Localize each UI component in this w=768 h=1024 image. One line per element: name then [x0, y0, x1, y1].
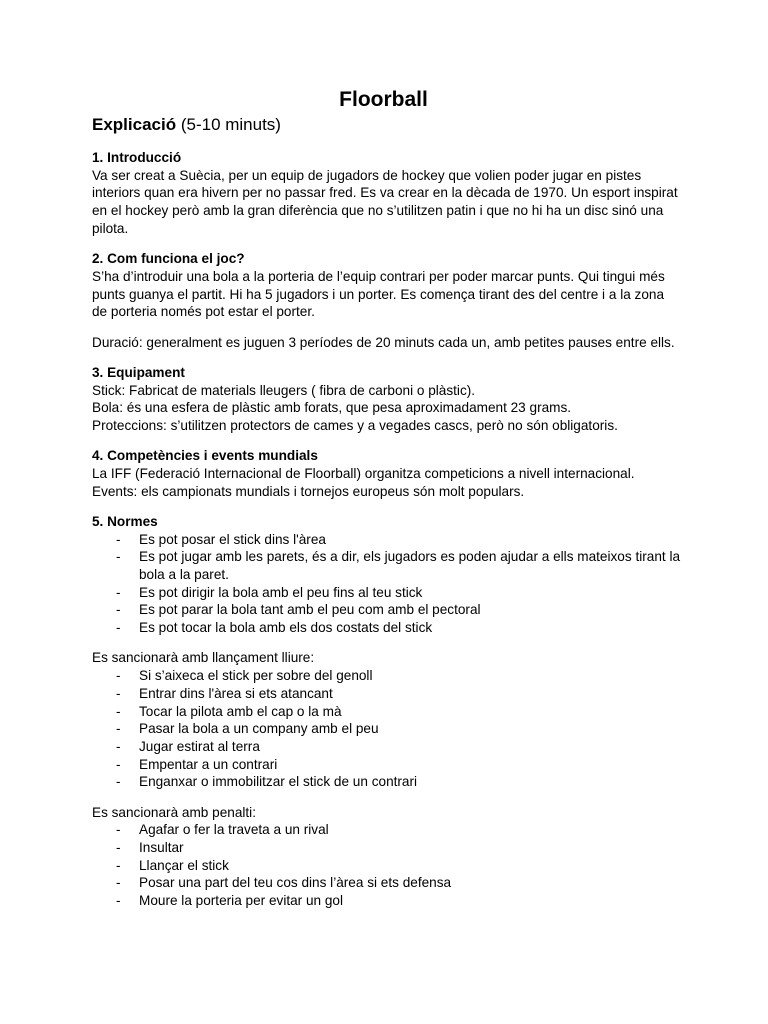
- list-item: [92, 821, 682, 839]
- section: [92, 334, 682, 352]
- dash-bullet-icon: -: [116, 840, 121, 856]
- list-item: [92, 738, 682, 756]
- dash-bullet-icon: -: [116, 721, 121, 737]
- dash-list: [92, 821, 682, 910]
- list-item-text: Es pot posar el stick dins l'àrea: [139, 531, 326, 547]
- list-item-text: Agafar o fer la traveta a un rival: [139, 822, 329, 838]
- page-subtitle: [92, 113, 281, 137]
- list-item: [92, 720, 682, 738]
- list-item: [92, 756, 682, 774]
- list-item: [92, 874, 682, 892]
- section-paragraph: Es sancionarà amb llançament lliure:: [92, 650, 315, 666]
- section-paragraph: Bola: és una esfera de plàstic amb forats, que pesa aproximadament 23 grams.: [92, 400, 572, 416]
- dash-list: [92, 667, 682, 791]
- dash-bullet-icon: -: [116, 584, 121, 600]
- list-item-text: Empentar a un contrari: [139, 756, 278, 772]
- list-item: [92, 601, 682, 619]
- dash-bullet-icon: -: [116, 822, 121, 838]
- section-paragraph: La IFF (Federació Internacional de Floorball) organitza competicions a nivell internacional.: [92, 465, 635, 481]
- list-item: [92, 667, 682, 685]
- dash-bullet-icon: -: [116, 857, 121, 873]
- list-item: [92, 892, 682, 910]
- document-body: [92, 149, 682, 922]
- list-item-text: Llançar el stick: [139, 857, 229, 873]
- section: [92, 649, 682, 791]
- dash-bullet-icon: -: [116, 620, 121, 636]
- list-item-text: Entrar dins l'àrea si ets atancant: [139, 685, 333, 701]
- section: [92, 447, 682, 500]
- section-paragraph: S’ha d’introduir una bola a la porteria de l’equip contrari per poder marcar punts. Qui tingui més punts guanya el partit. Hi ha 5 jugadors i un porter. Es comença tirant des del centre i a la zona de porteria només pot estar el porter.: [92, 268, 665, 320]
- list-item: [92, 839, 682, 857]
- dash-bullet-icon: -: [116, 774, 121, 790]
- section: [92, 513, 682, 637]
- section-heading: 5. Normes: [92, 513, 158, 529]
- dash-bullet-icon: -: [116, 602, 121, 618]
- list-item-text: Enganxar o immobilitzar el stick de un contrari: [139, 774, 418, 790]
- section-paragraph: Es sancionarà amb penalti:: [92, 804, 256, 820]
- section-paragraph: Va ser creat a Suècia, per un equip de jugadors de hockey que volien poder jugar en pistes interiors quan era hivern per no passar fred. Es va crear en la dècada de 1970. Un esport inspirat en el hockey però amb la gran diferència que no s’utilitzen patin i que no hi ha un disc sinó una pilota.: [92, 167, 678, 236]
- section-paragraph: Events: els campionats mundials i tornejos europeus són molt populars.: [92, 483, 525, 499]
- list-item-text: Jugar estirat al terra: [139, 738, 260, 754]
- page-title: Floorball: [339, 88, 428, 111]
- section-paragraph: Proteccions: s’utilitzen protectors de cames y a vegades cascs, però no són obligatoris.: [92, 417, 618, 433]
- list-item-text: Es pot dirigir la bola amb el peu fins al teu stick: [139, 584, 423, 600]
- dash-list: [92, 531, 682, 637]
- dash-bullet-icon: -: [116, 738, 121, 754]
- list-item-text: Insultar: [139, 840, 184, 856]
- dash-bullet-icon: -: [116, 703, 121, 719]
- dash-bullet-icon: -: [116, 685, 121, 701]
- dash-bullet-icon: -: [116, 531, 121, 547]
- subtitle-bold: Explicació: [92, 115, 177, 134]
- list-item-text: Es pot tocar la bola amb els dos costats del stick: [139, 620, 433, 636]
- section: [92, 804, 682, 910]
- list-item-text: Moure la porteria per evitar un gol: [139, 893, 344, 909]
- dash-bullet-icon: -: [116, 756, 121, 772]
- dash-bullet-icon: -: [116, 893, 121, 909]
- list-item: [92, 531, 682, 549]
- section: [92, 149, 682, 238]
- list-item-text: Es pot jugar amb les parets, és a dir, els jugadors es poden ajudar a ells mateixos tirant la bola a la paret.: [139, 549, 681, 583]
- list-item: [92, 703, 682, 721]
- section-heading: 2. Com funciona el joc?: [92, 251, 245, 267]
- list-item-text: Pasar la bola a un company amb el peu: [139, 721, 379, 737]
- list-item: [92, 548, 682, 583]
- section-paragraph: Stick: Fabricat de materials lleugers ( fibra de carboni o plàstic).: [92, 382, 476, 398]
- list-item-text: Es pot parar la bola tant amb el peu com amb el pectoral: [139, 602, 481, 618]
- section-heading: 4. Competències i events mundials: [92, 448, 318, 464]
- list-item: [92, 685, 682, 703]
- list-item: [92, 857, 682, 875]
- list-item: [92, 773, 682, 791]
- section-heading: 1. Introducció: [92, 150, 182, 165]
- list-item: [92, 619, 682, 637]
- subtitle-rest: (5-10 minuts): [176, 115, 281, 134]
- section: [92, 250, 682, 321]
- section-paragraph: Duració: generalment es juguen 3 períodes de 20 minuts cada un, amb petites pauses entre ells.: [92, 334, 675, 350]
- list-item-text: Tocar la pilota amb el cap o la mà: [139, 703, 342, 719]
- section: [92, 364, 682, 435]
- list-item-text: Posar una part del teu cos dins l’àrea si ets defensa: [139, 875, 452, 891]
- dash-bullet-icon: -: [116, 668, 121, 684]
- list-item: [92, 584, 682, 602]
- dash-bullet-icon: -: [116, 875, 121, 891]
- list-item-text: Si s’aixeca el stick per sobre del genoll: [139, 668, 373, 684]
- dash-bullet-icon: -: [116, 549, 121, 565]
- section-heading: 3. Equipament: [92, 364, 185, 380]
